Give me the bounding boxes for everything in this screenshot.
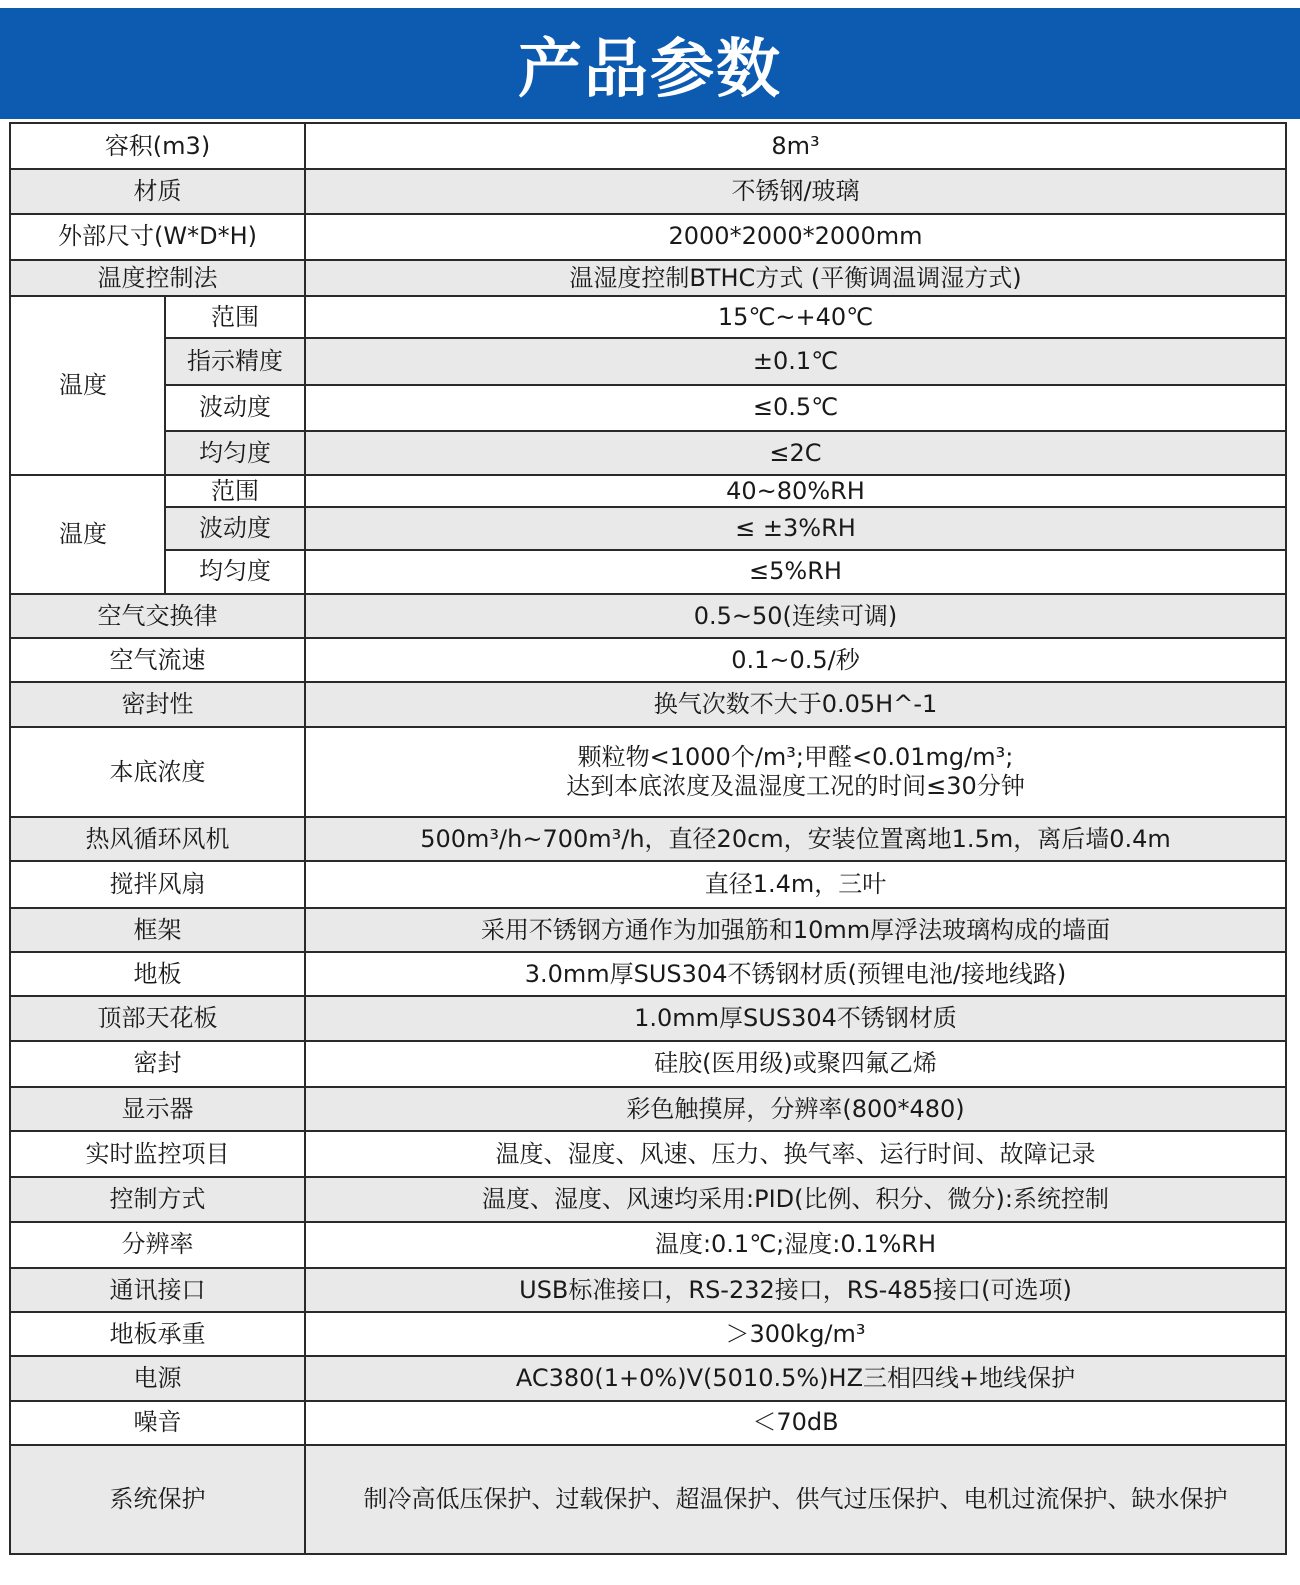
param-value: USB标准接口，RS-232接口，RS-485接口(可选项) <box>305 1268 1286 1312</box>
param-value: 温度、湿度、风速均采用:PID(比例、积分、微分):系统控制 <box>305 1177 1286 1221</box>
param-label: 地板承重 <box>10 1312 305 1356</box>
param-value: ≤2C <box>305 431 1286 475</box>
sub-label: 指示精度 <box>165 338 305 384</box>
group-label-humidity: 温度 <box>10 475 165 594</box>
param-value: 温湿度控制BTHC方式 (平衡调温调湿方式) <box>305 260 1286 296</box>
param-label: 温度控制法 <box>10 260 305 296</box>
sub-label: 均匀度 <box>165 550 305 594</box>
param-label: 噪音 <box>10 1401 305 1445</box>
param-value: ±0.1℃ <box>305 338 1286 384</box>
table-row <box>10 1268 1286 1312</box>
table-row <box>10 1041 1286 1087</box>
param-value: 硅胶(医用级)或聚四氟乙烯 <box>305 1041 1286 1087</box>
param-label: 电源 <box>10 1356 305 1400</box>
param-value: 0.5~50(连续可调) <box>305 594 1286 638</box>
table-row <box>10 996 1286 1040</box>
table-row <box>10 1177 1286 1221</box>
param-value: 0.1~0.5/秒 <box>305 638 1286 682</box>
table-row <box>10 296 1286 338</box>
param-value: ＜70dB <box>305 1401 1286 1445</box>
param-label: 框架 <box>10 908 305 952</box>
param-value-line: 达到本底浓度及温湿度工况的时间≤30分钟 <box>566 771 1025 800</box>
param-value: ≤5%RH <box>305 550 1286 594</box>
param-value: 不锈钢/玻璃 <box>305 169 1286 213</box>
param-label: 显示器 <box>10 1087 305 1131</box>
param-value: 500m³/h~700m³/h，直径20cm，安装位置离地1.5m，离后墙0.4m <box>305 817 1286 861</box>
table-row <box>10 682 1286 726</box>
param-label: 外部尺寸(W*D*H) <box>10 214 305 260</box>
param-label: 密封 <box>10 1041 305 1087</box>
table-row <box>10 214 1286 260</box>
sub-label: 波动度 <box>165 507 305 549</box>
table-row <box>10 817 1286 861</box>
param-value: 换气次数不大于0.05H^-1 <box>305 682 1286 726</box>
table-row <box>10 1312 1286 1356</box>
table-row <box>10 1087 1286 1131</box>
param-label: 控制方式 <box>10 1177 305 1221</box>
param-value: 温度、湿度、风速、压力、换气率、运行时间、故障记录 <box>305 1131 1286 1177</box>
param-label: 顶部天花板 <box>10 996 305 1040</box>
table-row <box>10 475 1286 507</box>
param-label: 系统保护 <box>10 1445 305 1554</box>
param-value: ≤ ±3%RH <box>305 507 1286 549</box>
param-label: 实时监控项目 <box>10 1131 305 1177</box>
table-row <box>10 908 1286 952</box>
table-row <box>10 1131 1286 1177</box>
param-value: 40~80%RH <box>305 475 1286 507</box>
table-row <box>10 338 1286 384</box>
param-label: 热风循环风机 <box>10 817 305 861</box>
table-row <box>10 169 1286 213</box>
table-row <box>10 431 1286 475</box>
param-label: 地板 <box>10 952 305 996</box>
table-row <box>10 861 1286 907</box>
param-label: 通讯接口 <box>10 1268 305 1312</box>
table-row <box>10 123 1286 169</box>
param-value: 采用不锈钢方通作为加强筋和10mm厚浮法玻璃构成的墙面 <box>305 908 1286 952</box>
table-row <box>10 1445 1286 1554</box>
sub-label: 波动度 <box>165 385 305 431</box>
param-value: 1.0mm厚SUS304不锈钢材质 <box>305 996 1286 1040</box>
param-value: 彩色触摸屏，分辨率(800*480) <box>305 1087 1286 1131</box>
param-label: 本底浓度 <box>10 727 305 818</box>
table-row <box>10 952 1286 996</box>
table-row <box>10 1401 1286 1445</box>
table-row <box>10 385 1286 431</box>
param-value: 直径1.4m，三叶 <box>305 861 1286 907</box>
param-value: AC380(1+0%)V(5010.5%)HZ三相四线+地线保护 <box>305 1356 1286 1400</box>
page-title: 产品参数 <box>518 32 782 107</box>
param-label: 空气交换律 <box>10 594 305 638</box>
page-header <box>0 8 1300 119</box>
table-row <box>10 550 1286 594</box>
table-row <box>10 507 1286 549</box>
table-row <box>10 1356 1286 1400</box>
group-label-temperature: 温度 <box>10 296 165 475</box>
param-value: 制冷高低压保护、过载保护、超温保护、供气过压保护、电机过流保护、缺水保护 <box>305 1445 1286 1554</box>
param-label: 搅拌风扇 <box>10 861 305 907</box>
param-label: 材质 <box>10 169 305 213</box>
table-row <box>10 638 1286 682</box>
param-value: 温度:0.1℃;湿度:0.1%RH <box>305 1222 1286 1268</box>
param-label: 空气流速 <box>10 638 305 682</box>
param-label: 容积(m3) <box>10 123 305 169</box>
table-row <box>10 727 1286 818</box>
param-label: 分辨率 <box>10 1222 305 1268</box>
table-row <box>10 260 1286 296</box>
param-value: 8m³ <box>305 123 1286 169</box>
param-value <box>305 727 1286 818</box>
param-value: ＞300kg/m³ <box>305 1312 1286 1356</box>
param-value: 3.0mm厚SUS304不锈钢材质(预锂电池/接地线路) <box>305 952 1286 996</box>
param-value: 2000*2000*2000mm <box>305 214 1286 260</box>
table-row <box>10 1222 1286 1268</box>
sub-label: 均匀度 <box>165 431 305 475</box>
param-label: 密封性 <box>10 682 305 726</box>
sub-label: 范围 <box>165 296 305 338</box>
sub-label: 范围 <box>165 475 305 507</box>
param-value: 15℃~+40℃ <box>305 296 1286 338</box>
param-value-line: 颗粒物<1000个/m³;甲醛<0.01mg/m³; <box>577 743 1014 772</box>
param-value: ≤0.5℃ <box>305 385 1286 431</box>
spec-table <box>9 122 1287 1555</box>
table-row <box>10 594 1286 638</box>
